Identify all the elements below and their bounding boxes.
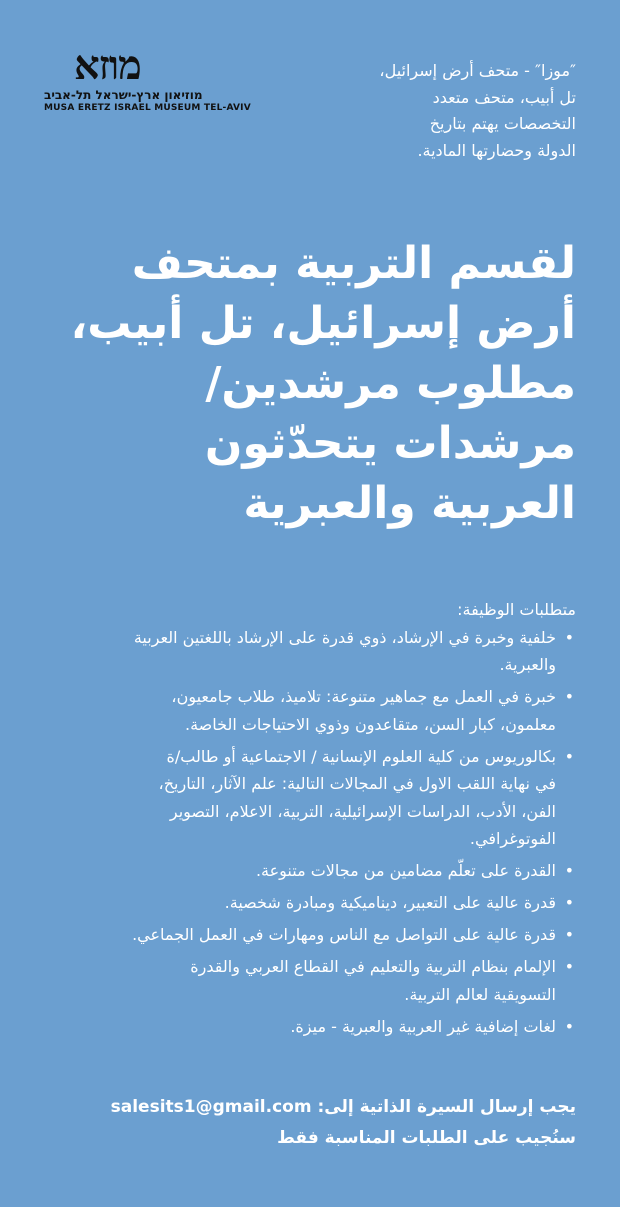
headline-line: مطلوب مرشدين/ — [205, 358, 576, 409]
intro-line: الدولة وحضارتها المادية. — [417, 140, 576, 160]
intro-line: تل أبيب، متحف متعدد — [432, 87, 576, 107]
requirement-item — [36, 953, 576, 1008]
requirement-line: القدرة على تعلّم مضامين من مجالات متنوعة. — [255, 861, 556, 880]
contact-section — [36, 1092, 576, 1154]
reply-note: سنُجيب على الطلبات المناسبة فقط — [277, 1128, 576, 1148]
requirement-item — [36, 921, 576, 949]
requirements-title: متطلبات الوظيفة: — [457, 600, 576, 619]
bullet-icon: • — [564, 1016, 574, 1036]
requirement-item — [36, 857, 576, 885]
requirement-item — [36, 624, 576, 679]
logo-english-text: MUSA ERETZ ISRAEL MUSEUM TEL-AVIV — [44, 103, 251, 113]
requirement-item — [36, 889, 576, 917]
bullet-icon: • — [564, 957, 574, 976]
bullet-icon: • — [564, 627, 574, 647]
requirement-item — [36, 683, 576, 738]
museum-logo — [44, 44, 254, 114]
send-cv-line — [36, 1092, 576, 1123]
headline-line: مرشدات يتحدّثون — [204, 418, 576, 469]
requirement-line: والعبرية. — [499, 655, 556, 674]
requirement-item — [36, 1013, 576, 1041]
requirement-line: الإلمام بنظام التربية والتعليم في القطاع العربي والقدرة — [190, 957, 556, 976]
requirement-line: لغات إضافية غير العربية والعبرية - ميزة. — [290, 1016, 556, 1036]
logo-mark: מוזא — [74, 42, 141, 89]
intro-line: التخصصات يهتم بتاريخ — [429, 114, 576, 133]
requirement-line: الفوتوغرافي. — [469, 829, 556, 848]
bullet-icon: • — [564, 925, 574, 944]
requirement-line: بكالوريوس من كلية العلوم الإنسانية / الاجتماعية أو طالب/ة — [166, 746, 556, 766]
contact-email[interactable]: salesits1@gmail.com — [110, 1097, 312, 1117]
headline-line: لقسم التربية بمتحف — [131, 238, 576, 289]
bullet-icon: • — [564, 746, 574, 766]
requirement-item — [36, 743, 576, 853]
logo-hebrew-text: מוזיאון ארץ-ישראל תל-אביב — [44, 88, 203, 102]
requirement-line: التسويقية لعالم التربية. — [404, 984, 556, 1004]
requirement-line: خبرة في العمل مع جماهير متنوعة: تلاميذ، طلاب جامعيون، — [171, 687, 556, 706]
bullet-icon: • — [564, 687, 574, 706]
send-cv-label: يجب إرسال السيرة الذاتية إلى: — [317, 1097, 576, 1117]
bullet-icon: • — [564, 893, 574, 912]
headline-line: أرض إسرائيل، تل أبيب، — [70, 298, 576, 349]
job-requirements — [36, 596, 576, 1045]
requirement-line: معلمون، كبار السن، متقاعدون وذوي الاحتياجات الخاصة. — [185, 714, 556, 734]
intro-line: ″موزا″ - متحف أرض إسرائيل، — [379, 61, 576, 80]
requirement-line: قدرة عالية على التواصل مع الناس ومهارات في العمل الجماعي. — [132, 925, 556, 944]
requirement-line: قدرة عالية على التعبير، ديناميكية ومبادرة شخصية. — [224, 893, 556, 912]
job-headline — [56, 234, 576, 534]
headline-line: العربية والعبرية — [243, 478, 576, 529]
requirement-line: خلفية وخبرة في الإرشاد، ذوي قدرة على الإرشاد باللغتين العربية — [133, 627, 556, 647]
bullet-icon: • — [564, 861, 574, 880]
requirement-line: في نهاية اللقب الاول في المجالات التالية: علم الآثار، التاريخ، — [158, 774, 556, 793]
requirements-list — [36, 624, 576, 1041]
museum-intro — [286, 58, 576, 164]
requirement-line: الفن، الأدب، الدراسات الإسرائيلية، التربية، الاعلام، التصوير — [169, 801, 556, 821]
